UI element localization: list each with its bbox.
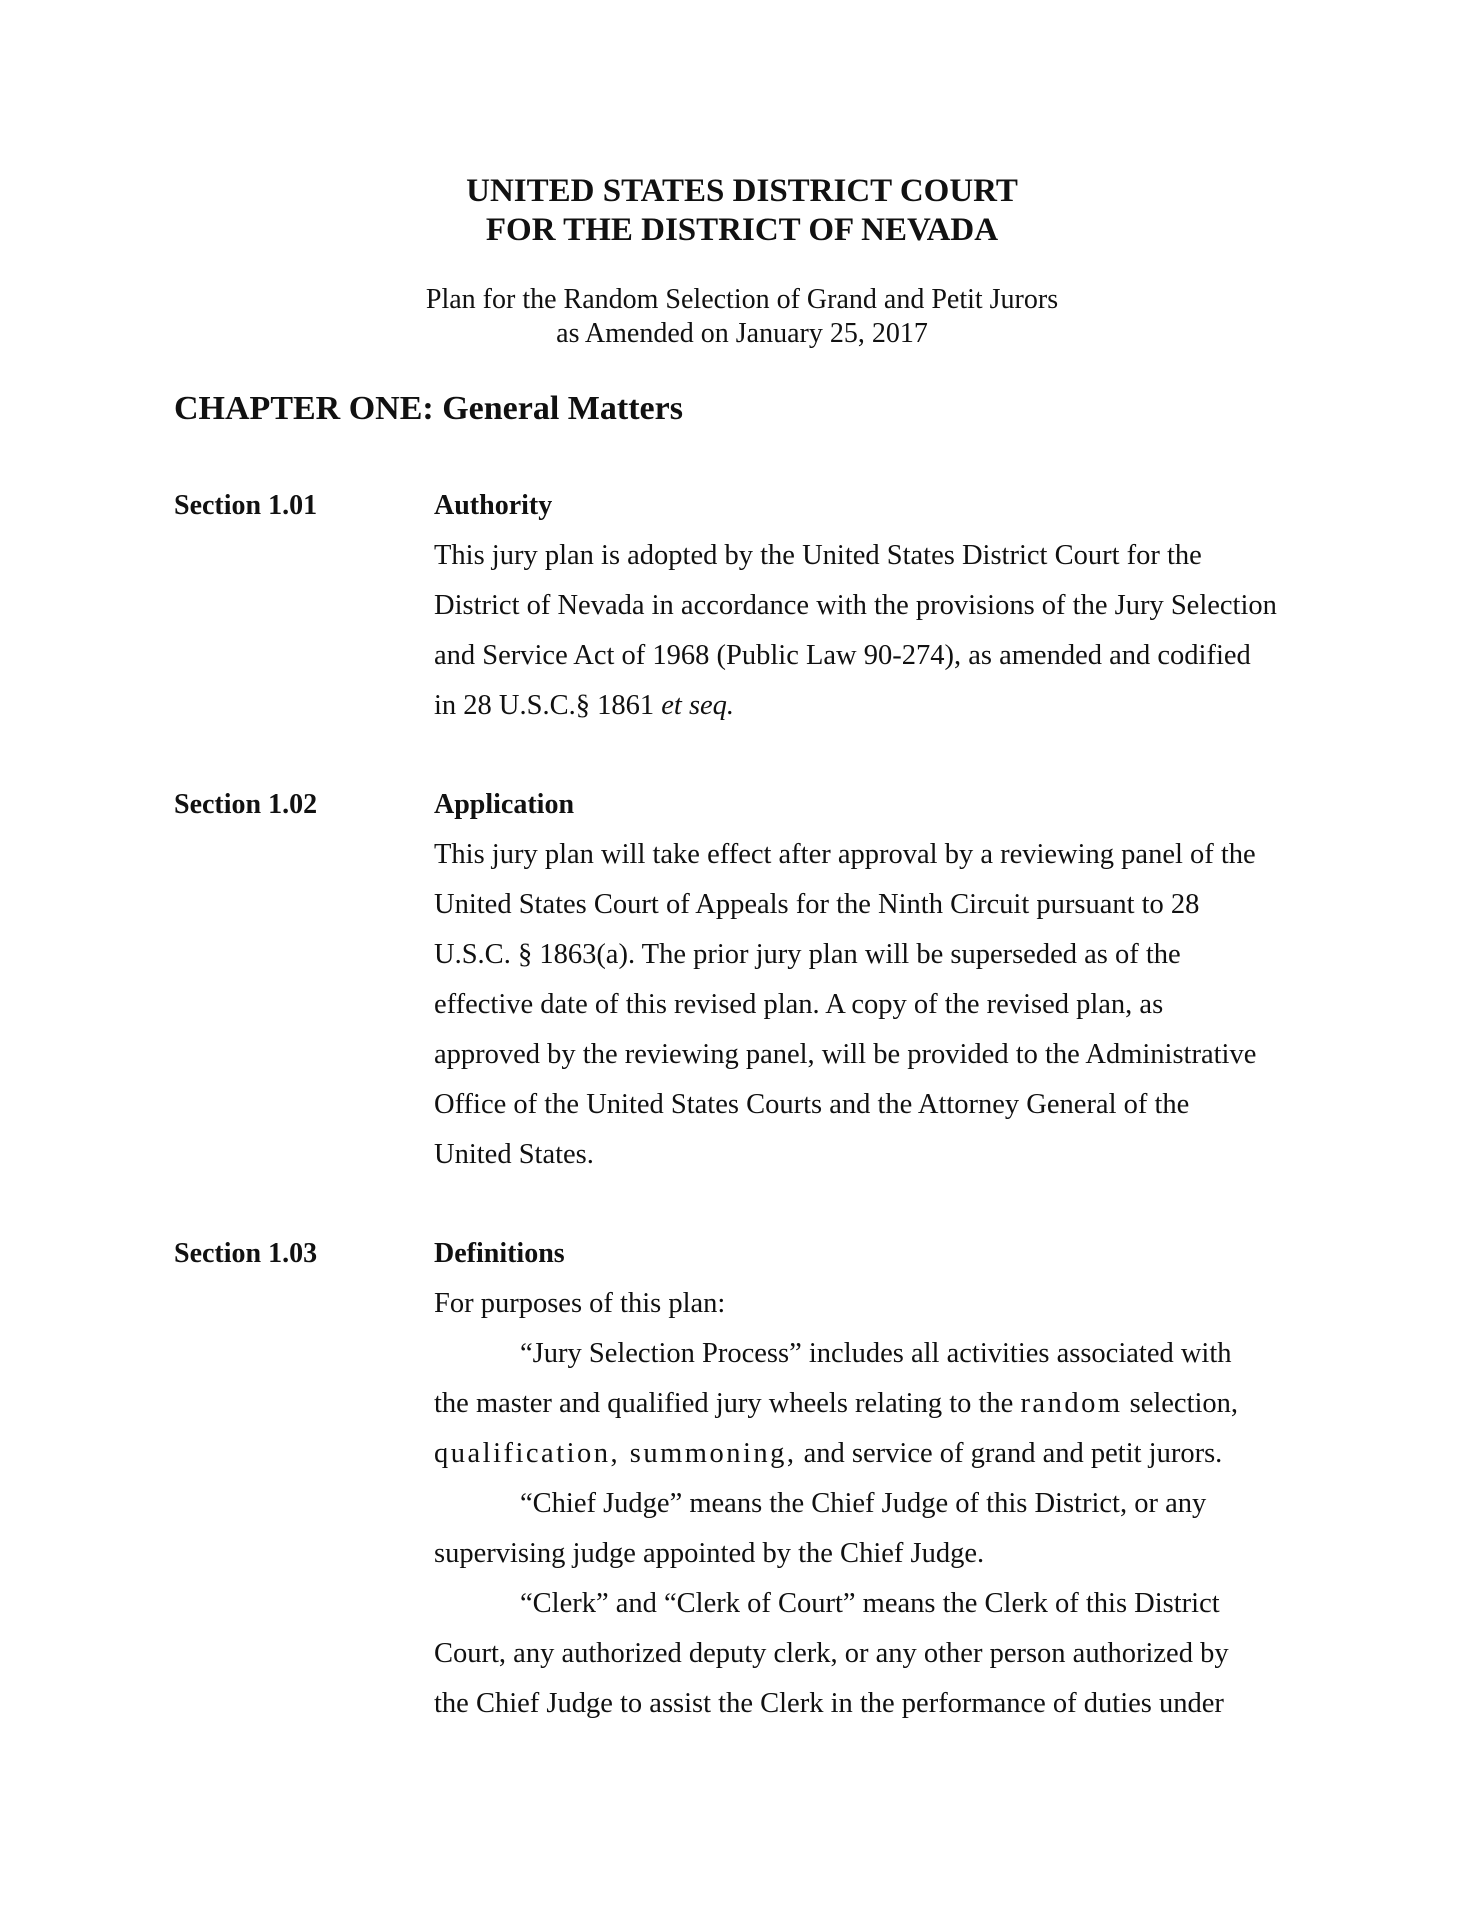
- citation-italic: et seq.: [661, 690, 735, 721]
- section-text-line: U.S.C. § 1863(a). The prior jury plan will be superseded as of the: [434, 939, 1181, 970]
- section-text-line: Office of the United States Courts and the Attorney General of the: [434, 1089, 1190, 1120]
- definition-line: the Chief Judge to assist the Clerk in the performance of duties under: [434, 1688, 1224, 1719]
- definition-line: supervising judge appointed by the Chief Judge.: [434, 1538, 985, 1569]
- spaced-words: qualification, summoning,: [434, 1438, 797, 1469]
- section-text-line: and Service Act of 1968 (Public Law 90-274), as amended and codified: [434, 640, 1251, 671]
- definition-line: Court, any authorized deputy clerk, or any other person authorized by: [434, 1638, 1229, 1669]
- definition-text: selection,: [1129, 1388, 1239, 1419]
- amendment-date: as Amended on January 25, 2017: [556, 318, 928, 349]
- section-title: Definitions: [434, 1238, 565, 1269]
- spaced-word: random: [1020, 1388, 1123, 1419]
- definition-line: “Clerk” and “Clerk of Court” means the Clerk of this District: [520, 1588, 1220, 1619]
- section-label: Section 1.01: [174, 490, 318, 521]
- definition-line: “Chief Judge” means the Chief Judge of this District, or any: [520, 1488, 1207, 1519]
- court-name-line1: UNITED STATES DISTRICT COURT: [466, 173, 1018, 209]
- section-text-line: [434, 690, 734, 722]
- section-title: Application: [434, 789, 575, 820]
- definition-line: “Jury Selection Process” includes all activities associated with: [520, 1338, 1232, 1369]
- section-label: Section 1.03: [174, 1238, 318, 1269]
- section-text-line: United States Court of Appeals for the Ninth Circuit pursuant to 28: [434, 889, 1200, 920]
- section-text-line: District of Nevada in accordance with the provisions of the Jury Selection: [434, 590, 1277, 621]
- section-text-line: effective date of this revised plan. A copy of the revised plan, as: [434, 989, 1164, 1020]
- definition-line: [434, 1388, 1238, 1420]
- definition-text: and service of grand and petit jurors.: [803, 1438, 1223, 1469]
- definition-line: [434, 1438, 1222, 1470]
- plan-title: Plan for the Random Selection of Grand and Petit Jurors: [425, 284, 1059, 315]
- section-text-line: approved by the reviewing panel, will be provided to the Administrative: [434, 1039, 1257, 1070]
- section-text-line: United States.: [434, 1139, 594, 1170]
- section-text-line: This jury plan will take effect after approval by a reviewing panel of the: [434, 839, 1256, 870]
- definition-text: the master and qualified jury wheels relating to the: [434, 1388, 1014, 1419]
- citation-text: in 28 U.S.C.§ 1861: [434, 690, 655, 721]
- chapter-heading: CHAPTER ONE: General Matters: [174, 390, 683, 427]
- section-text-line: This jury plan is adopted by the United States District Court for the: [434, 540, 1202, 571]
- court-name-line2: FOR THE DISTRICT OF NEVADA: [485, 212, 999, 248]
- section-label: Section 1.02: [174, 789, 318, 820]
- section-text-line: For purposes of this plan:: [434, 1288, 726, 1319]
- section-title: Authority: [434, 490, 553, 521]
